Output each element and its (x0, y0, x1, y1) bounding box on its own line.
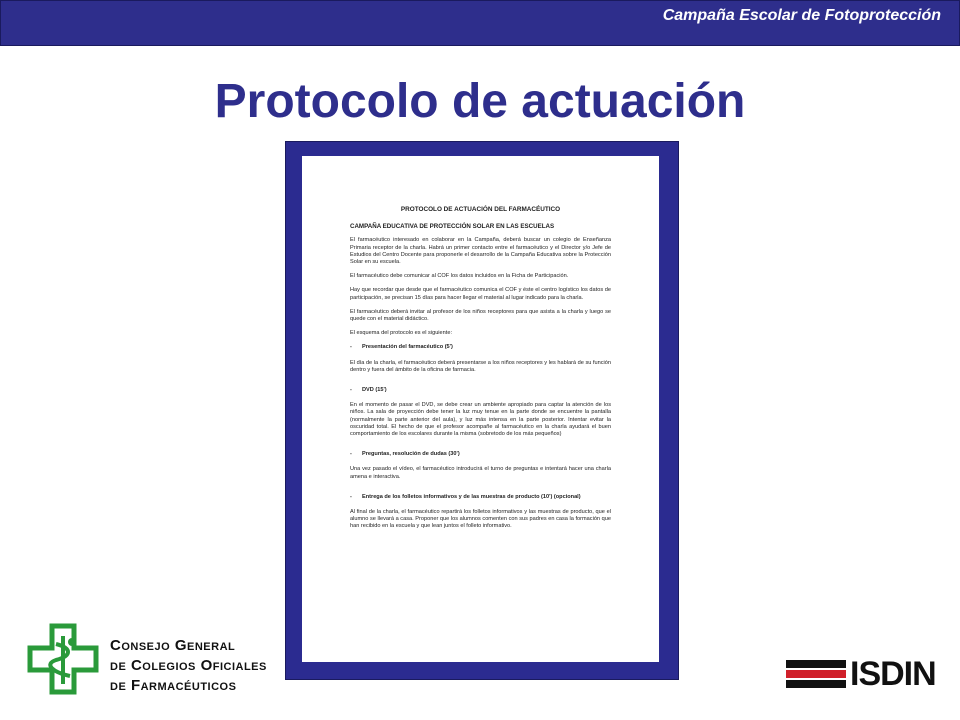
protocol-step-heading: - Presentación del farmacéutico (5') (350, 344, 611, 351)
campaign-label: Campaña Escolar de Fotoprotección (662, 7, 941, 24)
document-paragraph: Hay que recordar que desde que el farmacéutico comunica el COF y éste el centro logístico los datos de participación, se precisan 15 días para hacer llegar el material al lugar indicado para la charla. (350, 287, 611, 301)
cof-name-line: de Colegios Oficiales (110, 657, 267, 674)
isdin-wordmark: ISDIN (850, 655, 936, 693)
document-paragraph: El esquema del protocolo es el siguiente: (350, 330, 452, 337)
page-title: Protocolo de actuación (214, 75, 746, 128)
document-content (302, 156, 659, 531)
protocol-step-text: En el momento de pasar el DVD, se debe crear un ambiente apropiado para captar la atención de los niños. La sala de proyección debe tener la luz muy tenue en la parte donde se encuentre la pantalla (normalmente la parte anterior del aula), y luz más intensa en la parte posterior. Intentar evitar la oscuridad total. El hecho de que el profesor acompañe al farmacéutico en la charla ayudará el buen comportamiento de los escolares durante la misma (sobretodo de los más pequeños) (350, 402, 611, 438)
cof-cross-logo (26, 622, 100, 696)
cof-name-line: Consejo General (110, 637, 236, 654)
document-paragraph: El farmacéutico interesado en colaborar en la Campaña, deberá buscar un colegio de Enseñanza Primaria receptor de la charla. Habrá un primer contacto entre el farmacéutico y el Director y/o Jefe de Estudios del Centro Docente para proponerle el desarrollo de la Campaña Educativa sobre la Protección Solar en su escuela. (350, 237, 611, 266)
document-subtitle: CAMPAÑA EDUCATIVA DE PROTECCIÓN SOLAR EN LAS ESCUELAS (350, 223, 555, 231)
protocol-step-text: Al final de la charla, el farmacéutico repartirá los folletos informativos y las muestras de producto, que el alumno se llevará a casa. Proponer que los alumnos comenten con sus padres en casa la formación que han recibido en la escuela y que lean juntos el folleto informativo. (350, 509, 611, 530)
document-paragraph: El farmacéutico deberá invitar al profesor de los niños receptores para que asista a la charla y luego se quede con el material didáctico. (350, 308, 611, 323)
protocol-step-heading: - Entrega de los folletos informativos y de las muestras de producto (10') (opcional) (350, 494, 611, 501)
document-paragraph: El farmacéutico debe comunicar al COF los datos incluidos en la Ficha de Participación. (350, 273, 569, 280)
protocol-step-heading: - DVD (15') (350, 387, 611, 394)
document-page (302, 156, 659, 662)
protocol-step-text: Una vez pasado el vídeo, el farmacéutico introducirá el turno de preguntas e intentará hacer una charla amena e interactiva. (350, 466, 611, 480)
document-frame (285, 141, 679, 680)
cof-name (110, 636, 267, 696)
cof-name-line: de Farmacéuticos (110, 677, 237, 694)
isdin-logo (786, 655, 936, 693)
protocol-step-text: El día de la charla, el farmacéutico deberá presentarse a los niños receptores y les hablará de su función dentro y fuera del ámbito de la oficina de farmacia. (350, 359, 611, 373)
document-title: PROTOCOLO DE ACTUACIÓN DEL FARMACÉUTICO (400, 206, 561, 213)
header-bar (0, 0, 960, 46)
isdin-stripes-icon (786, 660, 846, 688)
protocol-step-heading: - Preguntas, resolución de dudas (30') (350, 451, 611, 458)
